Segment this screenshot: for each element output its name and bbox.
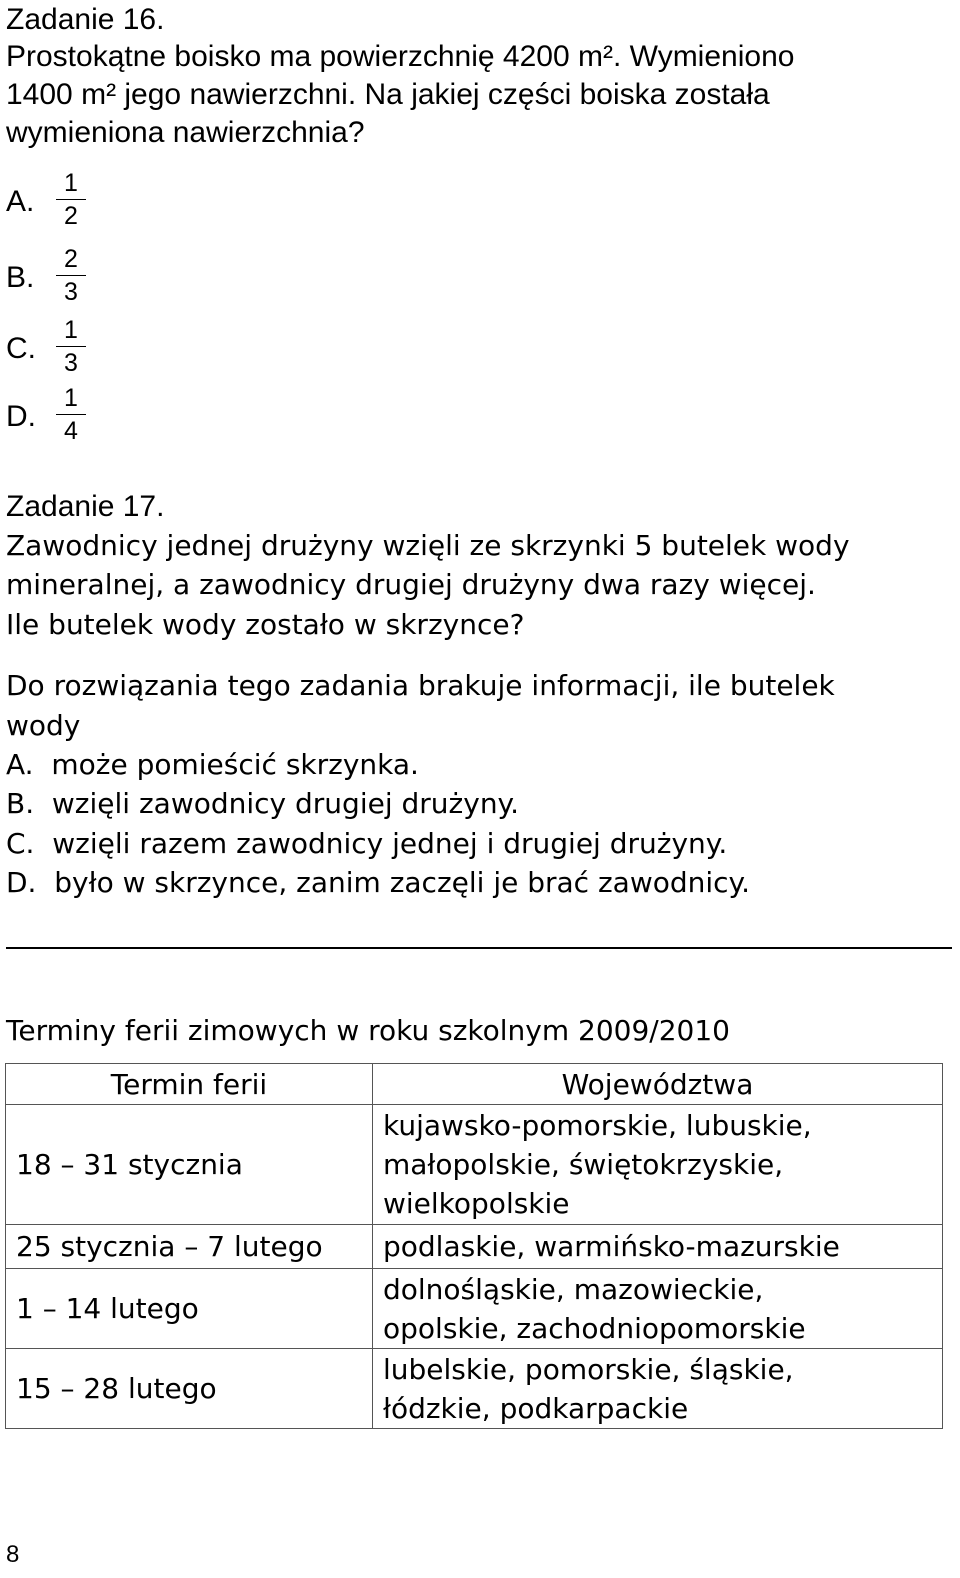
fraction-numerator: 1 (64, 384, 78, 412)
table-row (6, 1269, 943, 1349)
fraction-bar (56, 275, 86, 276)
fraction-denominator: 3 (64, 278, 78, 306)
fraction-bar (56, 414, 86, 415)
regions-cell (373, 1225, 943, 1269)
fraction-numerator: 1 (64, 169, 78, 197)
fraction (56, 383, 86, 446)
task17-option-d: D. było w skrzynce, zanim zaczęli je brać zawodnicy. (6, 866, 751, 899)
fraction-denominator: 2 (64, 202, 78, 230)
fraction-numerator: 1 (64, 316, 78, 344)
table-row (6, 1349, 943, 1429)
task17-line-3: Ile butelek wody zostało w skrzynce? (6, 608, 525, 641)
task16-line-2: 1400 m² jego nawierzchni. Na jakiej części boiska została (6, 78, 770, 111)
fraction-bar (56, 346, 86, 347)
fraction-numerator: 2 (64, 245, 78, 273)
task16-line-3: wymieniona nawierzchnia? (6, 116, 365, 149)
task16-title: Zadanie 16. (6, 3, 165, 36)
fraction (56, 168, 86, 231)
region-line: podlaskie, warmińsko-mazurskie (383, 1230, 840, 1263)
region-line: łódzkie, podkarpackie (383, 1391, 689, 1425)
term-cell: 15 – 28 lutego (6, 1349, 373, 1429)
term-cell: 1 – 14 lutego (6, 1269, 373, 1349)
task17-prompt-line-1: Do rozwiązania tego zadania brakuje informacji, ile butelek (6, 669, 835, 702)
option-letter: D. (6, 400, 36, 433)
ferie-title: Terminy ferii zimowych w roku szkolnym 2009/2010 (6, 1014, 730, 1047)
region-line: lubelskie, pomorskie, śląskie, (383, 1352, 794, 1386)
regions-cell (373, 1269, 943, 1349)
fraction-denominator: 4 (64, 417, 78, 445)
column-header-term: Termin ferii (6, 1064, 373, 1105)
region-line: małopolskie, świętokrzyskie, (383, 1148, 784, 1181)
option-letter: A. (6, 185, 35, 218)
task17-option-a: A. może pomieścić skrzynka. (6, 748, 419, 781)
option-letter: C. (6, 332, 36, 365)
region-line: opolskie, zachodniopomorskie (383, 1311, 806, 1345)
regions-cell (373, 1349, 943, 1429)
column-header-regions: Województwa (373, 1064, 943, 1105)
ferie-table (5, 1063, 943, 1429)
task17-prompt-line-2: wody (6, 709, 81, 742)
table-row (6, 1105, 943, 1225)
task17-title: Zadanie 17. (6, 490, 165, 523)
fraction-denominator: 3 (64, 349, 78, 377)
region-line: wielkopolskie (383, 1187, 570, 1220)
option-letter: B. (6, 261, 35, 294)
regions-cell (373, 1105, 943, 1225)
fraction-bar (56, 199, 86, 200)
task17-option-b: B. wzięli zawodnicy drugiej drużyny. (6, 787, 520, 820)
term-cell: 25 stycznia – 7 lutego (6, 1225, 373, 1269)
region-line: dolnośląskie, mazowieckie, (383, 1272, 764, 1306)
task17-option-c: C. wzięli razem zawodnicy jednej i drugiej drużyny. (6, 827, 728, 860)
table-header-row (6, 1064, 943, 1105)
section-divider (6, 947, 952, 949)
task16-line-1: Prostokątne boisko ma powierzchnię 4200 m². Wymieniono (6, 40, 795, 73)
table-row (6, 1225, 943, 1269)
task17-line-2: mineralnej, a zawodnicy drugiej drużyny dwa razy więcej. (6, 568, 816, 601)
task17-line-1: Zawodnicy jednej drużyny wzięli ze skrzynki 5 butelek wody (6, 529, 850, 562)
fraction (56, 315, 86, 378)
region-line: kujawsko-pomorskie, lubuskie, (383, 1109, 812, 1142)
fraction (56, 244, 86, 307)
term-cell: 18 – 31 stycznia (6, 1105, 373, 1225)
page-number: 8 (6, 1541, 20, 1568)
